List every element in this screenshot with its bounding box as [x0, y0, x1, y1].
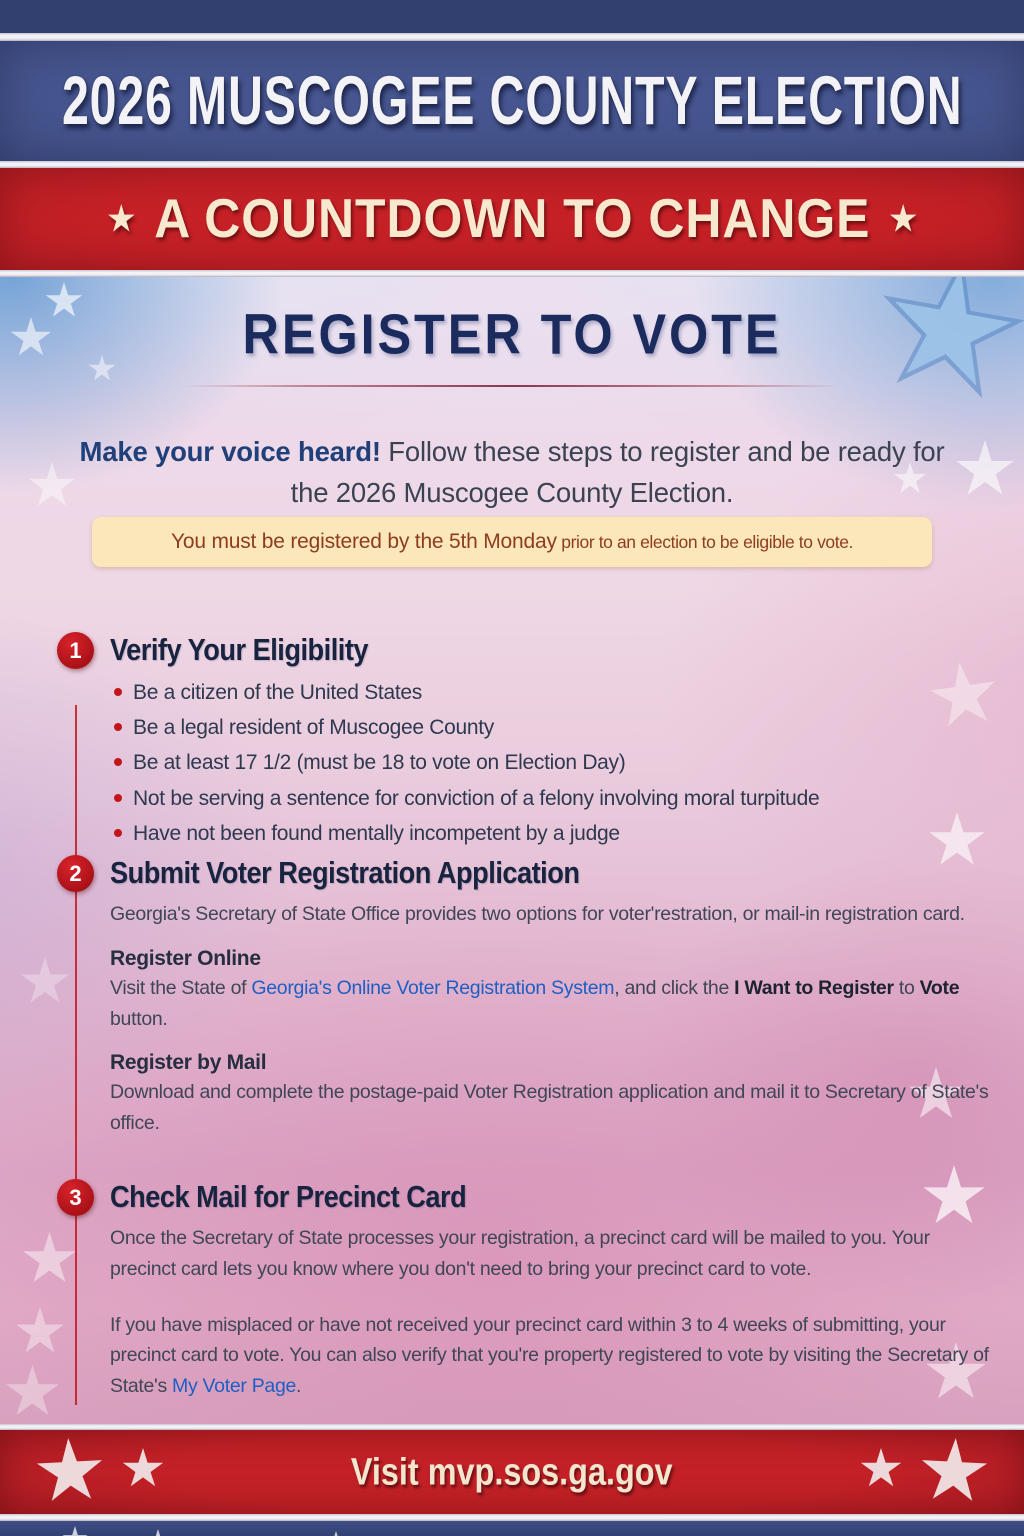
step-2-submit-application — [57, 855, 987, 1139]
step-title: Check Mail for Precinct Card — [110, 1179, 467, 1214]
star-decoration — [28, 462, 76, 510]
register-by-mail-text: Download and complete the postage-paid Voter Registration application and mail it to Secretary of State's office. — [110, 1081, 989, 1135]
my-voter-page-link[interactable]: My Voter Page — [172, 1375, 297, 1398]
step-3-check-mail — [57, 1179, 987, 1402]
countdown-banner — [88, 187, 935, 251]
register-online-heading: Register Online — [110, 946, 261, 970]
star-icon — [860, 1448, 902, 1490]
text-run: , and click the — [614, 976, 735, 999]
text-run: Visit the State of — [110, 976, 252, 999]
footer-url-text: Visit mvp.sos.ga.gov — [351, 1449, 673, 1493]
button-name-emphasis: Vote — [919, 976, 960, 999]
list-item: Have not been found mentally incompetent by a judge — [110, 821, 987, 846]
heading-divider — [184, 385, 839, 387]
eligibility-list — [110, 680, 987, 846]
footer-band — [0, 1430, 1024, 1514]
star-decoration — [955, 440, 1015, 500]
separator-line — [0, 1514, 1024, 1521]
online-registration-link[interactable]: Georgia's Online Voter Registration System — [251, 976, 615, 999]
register-online-text — [110, 973, 990, 1035]
top-border-band — [0, 0, 1024, 33]
step-1-verify-eligibility — [57, 632, 987, 856]
step-number-badge: 2 — [57, 855, 94, 892]
countdown-band — [0, 168, 1024, 270]
separator-line — [0, 33, 1024, 41]
star-icon: ★ — [887, 196, 919, 241]
list-item: Not be serving a sentence for conviction of a felony involving moral turpitude — [110, 786, 987, 811]
separator-line — [0, 161, 1024, 168]
registration-deadline-notice — [92, 517, 932, 567]
title-band — [0, 41, 1024, 161]
step-content — [110, 680, 987, 846]
text-run: . — [296, 1375, 302, 1398]
poster-title: 2026 MUSCOGEE COUNTY ELECTION — [61, 63, 963, 139]
misplaced-card-text — [110, 1310, 990, 1402]
star-decoration — [5, 1365, 60, 1420]
step-title: Verify Your Eligibility — [110, 632, 369, 667]
text-run: to — [893, 976, 920, 999]
precinct-card-text: Once the Secretary of State processes your registration, a precinct card will be mailed to you. Your precinct card lets you know where you don't need to bring your precinct card to vote. — [110, 1227, 930, 1280]
intro-paragraph — [72, 431, 952, 515]
star-decoration — [148, 1529, 168, 1536]
star-decoration — [62, 1526, 88, 1536]
intro-text: Follow these steps to register and be ready for the 2026 Muscogee County Election. — [290, 435, 945, 509]
star-icon — [918, 1436, 989, 1507]
register-heading: REGISTER TO VOTE — [242, 303, 782, 367]
list-item: Be at least 17 1/2 (must be 18 to vote on Election Day) — [110, 750, 987, 775]
countdown-text: A COUNTDOWN TO CHANGE — [153, 188, 871, 250]
intro-emphasis: Make your voice heard! — [79, 435, 381, 467]
star-icon: ★ — [105, 196, 137, 241]
register-by-mail-heading: Register by Mail — [110, 1051, 267, 1075]
notice-text-rest: prior to an election to be eligible to vote. — [556, 532, 854, 552]
notice-text-main: You must be registered by the 5th Monday — [170, 530, 557, 553]
list-item: Be a legal resident of Muscogee County — [110, 715, 987, 740]
star-icon — [34, 1436, 105, 1507]
button-name-emphasis: I Want to Register — [734, 976, 894, 999]
poster-body — [0, 277, 1024, 1424]
text-run: button. — [110, 1007, 168, 1030]
list-item: Be a citizen of the United States — [110, 680, 987, 705]
text-run: If you have misplaced or have not received your precinct card within 3 to 4 weeks of submitting, your precinct card to vote. You can also verify that you're property registered to vote by visiting the Secretary of State's — [110, 1313, 989, 1398]
star-icon — [122, 1448, 164, 1490]
step-intro-text: Georgia's Secretary of State Office provides two options for voter'restration, or mail-in registration card. — [110, 903, 965, 925]
step-content — [110, 1223, 987, 1402]
step-title: Submit Voter Registration Application — [110, 855, 580, 890]
step-content — [110, 899, 987, 1139]
bottom-border-band — [0, 1521, 1024, 1536]
step-number-badge: 1 — [57, 632, 94, 669]
star-decoration — [328, 1531, 344, 1536]
step-number-badge: 3 — [57, 1179, 94, 1216]
separator-line — [0, 270, 1024, 277]
